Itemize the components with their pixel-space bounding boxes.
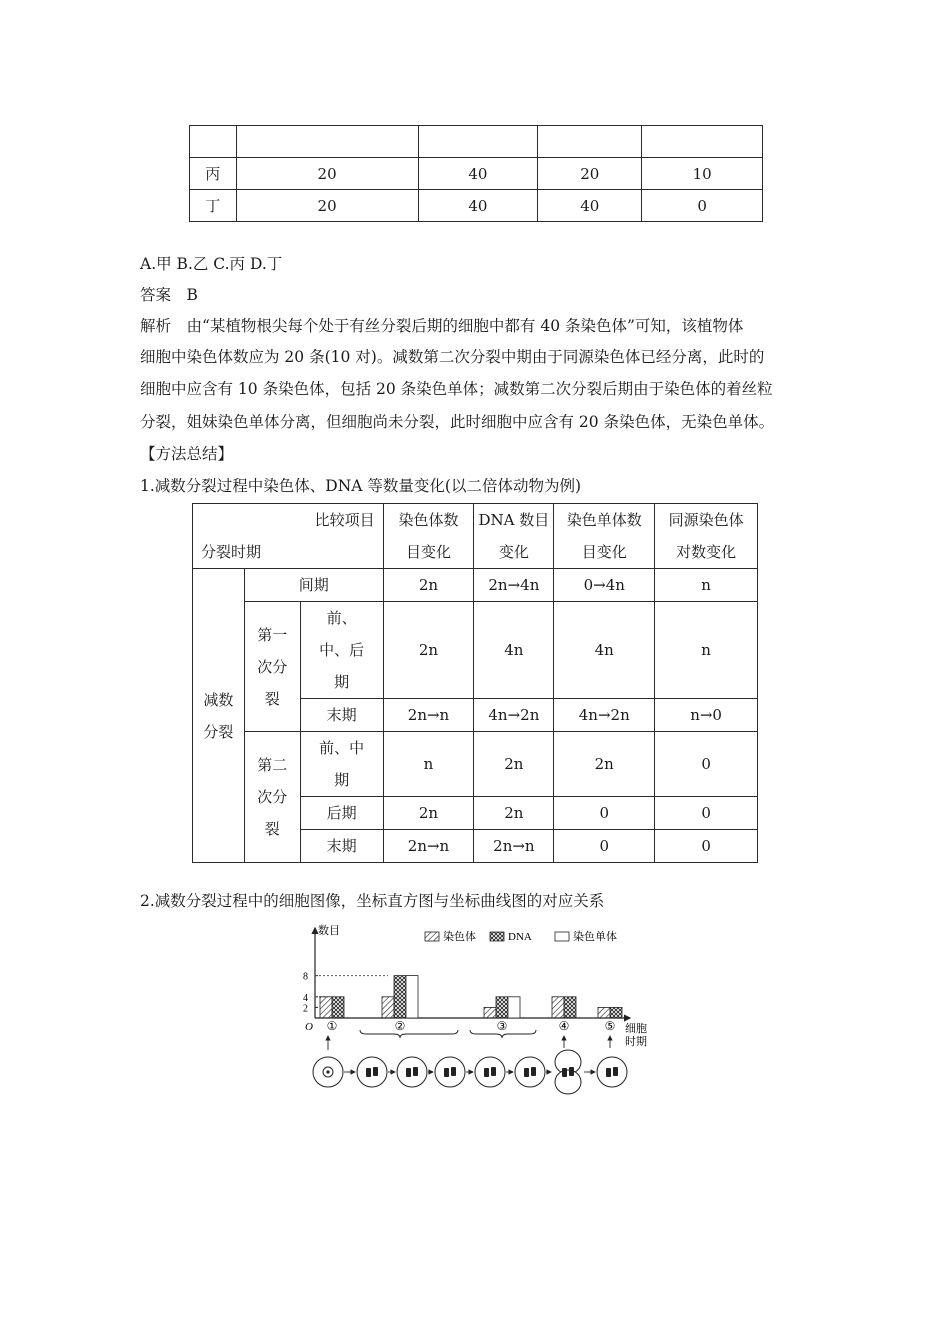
table-cell: 0 [655, 830, 758, 863]
second-division-label: 第二 次分 裂 [244, 732, 300, 863]
analysis-line-3: 细胞中应含有 10 条染色体，包括 20 条染色单体；减数第二次分裂后期由于染色体的着丝粒 [140, 380, 773, 398]
bar [564, 997, 576, 1018]
interphase-label: 间期 [244, 569, 383, 602]
cell-circle [515, 1057, 545, 1087]
x-axis-label: 细胞 [625, 1023, 647, 1035]
second-pre-mid-label: 前、中 期 [300, 732, 383, 797]
dividing-cell-bottom [555, 1070, 581, 1094]
nucleolus [326, 1070, 329, 1073]
chromosome [406, 1068, 411, 1077]
bar [598, 1007, 610, 1018]
table-cell: n→0 [655, 699, 758, 732]
chromosome [373, 1067, 378, 1076]
data-table-1 [189, 125, 763, 222]
chromosome [531, 1067, 536, 1076]
category-label: ③ [496, 1019, 508, 1033]
bar [508, 997, 520, 1018]
chromosome [366, 1068, 371, 1077]
meiosis-figure [290, 920, 660, 1100]
chromosome [484, 1068, 489, 1077]
chromosome [413, 1067, 418, 1076]
first-telophase-label: 末期 [300, 699, 383, 732]
chromosome [451, 1067, 456, 1076]
table-cell: 4n→2n [474, 699, 554, 732]
bar [394, 976, 406, 1018]
header-col-4: 同源染色体 对数变化 [655, 504, 758, 569]
y-axis-label: 数目 [318, 925, 340, 937]
table-cell: 0 [655, 797, 758, 830]
chromosome [613, 1067, 618, 1076]
table-cell: 4n [474, 602, 554, 699]
table-cell: 4n [554, 602, 655, 699]
table-cell [642, 126, 763, 158]
category-label: ① [326, 1019, 338, 1033]
table-cell [418, 126, 538, 158]
table-cell: 0 [642, 190, 763, 222]
first-division-label: 第一 次分 裂 [244, 602, 300, 732]
table-cell: 20 [538, 158, 642, 190]
table-cell [538, 126, 642, 158]
table-cell: 40 [418, 190, 538, 222]
bar [484, 1007, 496, 1018]
first-pre-mid-late-label: 前、 中、后 期 [300, 602, 383, 699]
cell-circle [435, 1057, 465, 1087]
analysis-line-4: 分裂，姐妹染色单体分离，但细胞尚未分裂，此时细胞中应含有 20 条染色体，无染色单体。 [140, 413, 775, 431]
row-label [190, 126, 237, 158]
table-row [190, 126, 763, 158]
chromosome [491, 1067, 496, 1076]
compare-item-label: 比较项目 [314, 511, 375, 529]
origin-label: O [305, 1021, 313, 1033]
cell-diagram-row [313, 1050, 627, 1094]
chromosome [569, 1067, 574, 1076]
table-cell: 2n [474, 797, 554, 830]
legend-label: 染色体 [443, 931, 476, 943]
table-cell: 4n→2n [554, 699, 655, 732]
category-label: ② [394, 1019, 406, 1033]
table-cell: 0 [655, 732, 758, 797]
table-cell: 2n [554, 732, 655, 797]
options-line: A.甲 B.乙 C.丙 D.丁 [140, 255, 283, 273]
analysis-line-2: 细胞中染色体数应为 20 条(10 对)。减数第二次分裂中期由于同源染色体已经分离，此时的 [140, 348, 765, 366]
x-axis-label-line-2: 时期 [625, 1036, 647, 1048]
second-anaphase-label: 后期 [300, 797, 383, 830]
header-col-2: DNA 数目 变化 [474, 504, 554, 569]
y-tick-label: 4 [303, 992, 308, 1004]
legend-swatch [490, 932, 504, 941]
header-split-cell [193, 504, 384, 569]
table-cell: 2n [383, 797, 474, 830]
chromosome [524, 1068, 529, 1077]
method-summary-title: 【方法总结】 [140, 445, 234, 463]
table-cell: n [383, 732, 474, 797]
table-cell: 40 [418, 158, 538, 190]
legend-label: 染色单体 [573, 931, 617, 943]
bar [382, 997, 394, 1018]
y-tick-label: 2 [303, 1003, 308, 1015]
legend-label: DNA [508, 931, 532, 943]
table-cell: 20 [236, 190, 418, 222]
header-col-1: 染色体数 目变化 [383, 504, 474, 569]
table-cell: 0 [554, 797, 655, 830]
chromosome [444, 1068, 449, 1077]
table-cell: 0→4n [554, 569, 655, 602]
analysis-line-1: 解析 由“某植物根尖每个处于有丝分裂后期的细胞中都有 40 条染色体”可知，该植物体 [140, 317, 744, 335]
table-row [190, 190, 763, 222]
table-cell [236, 126, 418, 158]
period-label: 分裂时期 [201, 543, 262, 561]
table-cell: 2n [383, 602, 474, 699]
table-cell: 40 [538, 190, 642, 222]
bar [406, 976, 418, 1018]
table-cell: 2n [474, 732, 554, 797]
meiosis-label: 减数 分裂 [193, 569, 245, 863]
header-col-3: 染色单体数 目变化 [554, 504, 655, 569]
row-label: 丁 [190, 190, 237, 222]
table-cell: 2n→n [383, 830, 474, 863]
table-cell: n [655, 602, 758, 699]
table-cell: 2n→4n [474, 569, 554, 602]
bar [332, 997, 344, 1018]
table-cell: 2n→n [383, 699, 474, 732]
bar [610, 1007, 622, 1018]
table-cell: 2n→n [474, 830, 554, 863]
legend-swatch [555, 932, 569, 941]
category-label: ④ [558, 1019, 570, 1033]
table-row [190, 158, 763, 190]
bracket-2 [360, 1030, 458, 1038]
y-tick-label: 8 [303, 971, 308, 983]
chromosome [562, 1068, 567, 1077]
cell-circle [357, 1057, 387, 1087]
cell-circle [475, 1057, 505, 1087]
row-label: 丙 [190, 158, 237, 190]
table-cell: 10 [642, 158, 763, 190]
category-label: ⑤ [604, 1019, 616, 1033]
second-telophase-label: 末期 [300, 830, 383, 863]
legend-swatch [425, 932, 439, 941]
bar [552, 997, 564, 1018]
cell-circle [397, 1057, 427, 1087]
bar [496, 997, 508, 1018]
meiosis-table [192, 503, 758, 863]
table-cell: n [655, 569, 758, 602]
chromosome [606, 1068, 611, 1077]
bar [320, 997, 332, 1018]
table-cell: 20 [236, 158, 418, 190]
table-cell: 0 [554, 830, 655, 863]
table-cell: 2n [383, 569, 474, 602]
section-2-title: 2.减数分裂过程中的细胞图像，坐标直方图与坐标曲线图的对应关系 [140, 892, 605, 910]
cell-circle [597, 1057, 627, 1087]
answer-line: 答案 B [140, 286, 198, 304]
section-1-title: 1.减数分裂过程中染色体、DNA 等数量变化(以二倍体动物为例) [140, 477, 581, 495]
